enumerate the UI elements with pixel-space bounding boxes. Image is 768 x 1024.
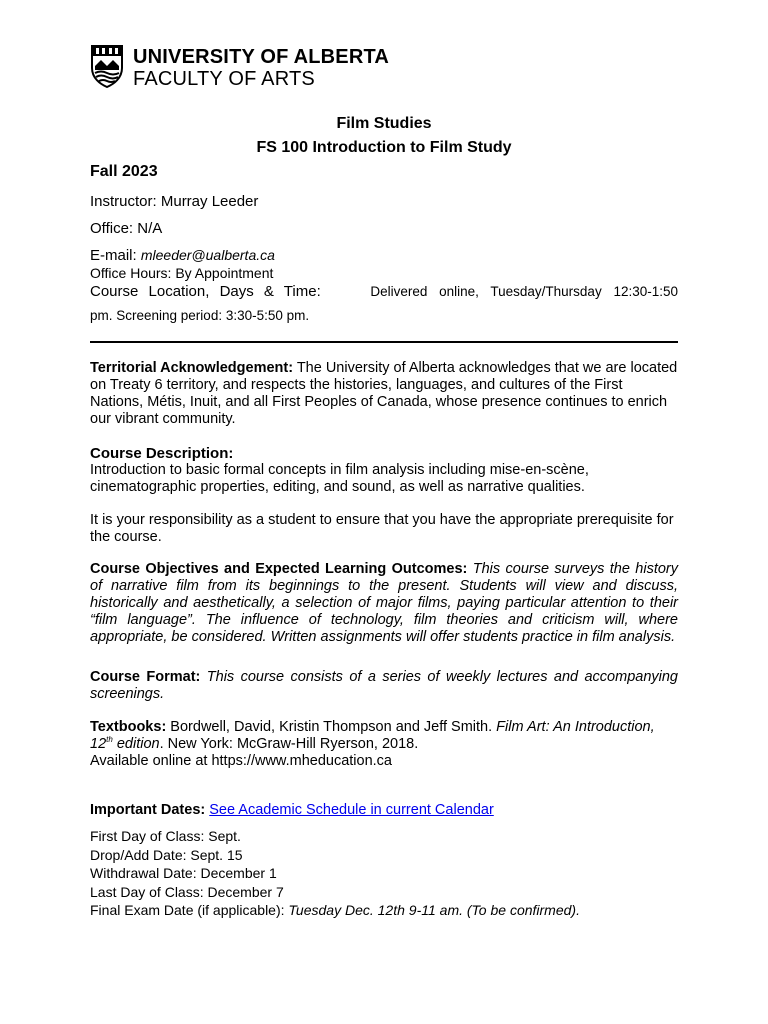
textbook-title: Film Art: An Introduction, 12	[90, 719, 655, 752]
email-address: mleeder@ualberta.ca	[140, 247, 275, 263]
faculty-name: FACULTY OF ARTS	[133, 68, 315, 90]
important-dates	[90, 802, 678, 819]
objectives-body: This course surveys the history of narrative film from its beginnings to the present. Students will view and discuss, historically and aesthetically, a selection of major films, paying particular attention to their “film language”. The influence of technology, film theories and criticism will, where appropriate, be considered. Written assignments will offer students practice in film analysis.	[90, 561, 678, 645]
first-day: First Day of Class: Sept.	[90, 828, 241, 844]
textbook-publisher: . New York: McGraw-Hill Ryerson, 2018.	[159, 736, 419, 752]
location-line	[90, 283, 678, 300]
territorial-acknowledgement	[90, 360, 678, 428]
office-hours-label: Office Hours:	[90, 265, 176, 281]
dates-heading: Important Dates:	[90, 802, 206, 818]
academic-schedule-link[interactable]: See Academic Schedule in current Calendar	[209, 802, 494, 818]
withdrawal-date: Withdrawal Date: December 1	[90, 865, 277, 882]
textbook-authors: Bordwell, David, Kristin Thompson and Jeff Smith.	[166, 719, 497, 735]
email-line	[90, 247, 678, 264]
objectives	[90, 561, 678, 646]
email-label: E-mail:	[90, 247, 141, 264]
textbooks	[90, 719, 678, 770]
drop-add-date: Drop/Add Date: Sept. 15	[90, 846, 243, 863]
course-format	[90, 669, 678, 703]
textbook-edition-sup: th	[106, 735, 113, 745]
description-body: Introduction to basic formal concepts in film analysis including mise-en-scène, cinematographic properties, editing, and sound, as well as narrative qualities.	[90, 462, 589, 495]
instructor: Instructor: Murray Leeder	[90, 193, 259, 210]
office: Office: N/A	[90, 220, 163, 237]
crest-icon	[90, 44, 124, 88]
final-exam-date: Final Exam Date (if applicable): Tuesday Dec. 12th 9-11 am. (To be confirmed).	[90, 902, 580, 919]
location-value-2: pm. Screening period: 3:30-5:50 pm.	[90, 308, 310, 323]
university-name: UNIVERSITY OF ALBERTA	[133, 46, 390, 68]
last-day: Last Day of Class: December 7	[90, 883, 284, 900]
dates-list	[90, 827, 678, 920]
department-title: Film Studies	[336, 115, 432, 132]
textbook-edition: edition	[112, 736, 160, 752]
responsibility-note: It is your responsibility as a student to ensure that you have the appropriate prerequisite for the course.	[90, 512, 674, 545]
university-logo	[90, 44, 389, 89]
course-title: FS 100 Introduction to Film Study	[256, 139, 512, 156]
format-body: This course consists of a series of weekly lectures and accompanying screenings.	[90, 669, 678, 702]
location-label: Course Location, Days & Time:	[90, 283, 321, 300]
territorial-heading: Territorial Acknowledgement:	[90, 360, 294, 376]
territorial-body: The University of Alberta acknowledges that we are located on Treaty 6 territory, and respects the histories, languages, and cultures of the First Nations, Métis, Inuit, and all First Peoples of Canada, whose presence continues to enrich our vibrant community.	[90, 360, 678, 427]
divider	[90, 341, 678, 343]
description-heading: Course Description:	[90, 445, 234, 462]
term: Fall 2023	[90, 163, 158, 180]
textbooks-heading: Textbooks:	[90, 719, 167, 735]
office-hours-line	[90, 265, 678, 281]
location-value: Delivered online, Tuesday/Thursday 12:30-1:50	[370, 284, 678, 299]
format-heading: Course Format:	[90, 669, 201, 685]
textbook-online: Available online at https://www.mheducation.ca	[90, 753, 392, 769]
office-hours-value: By Appointment	[175, 265, 274, 281]
objectives-heading: Course Objectives and Expected Learning Outcomes:	[90, 561, 468, 577]
